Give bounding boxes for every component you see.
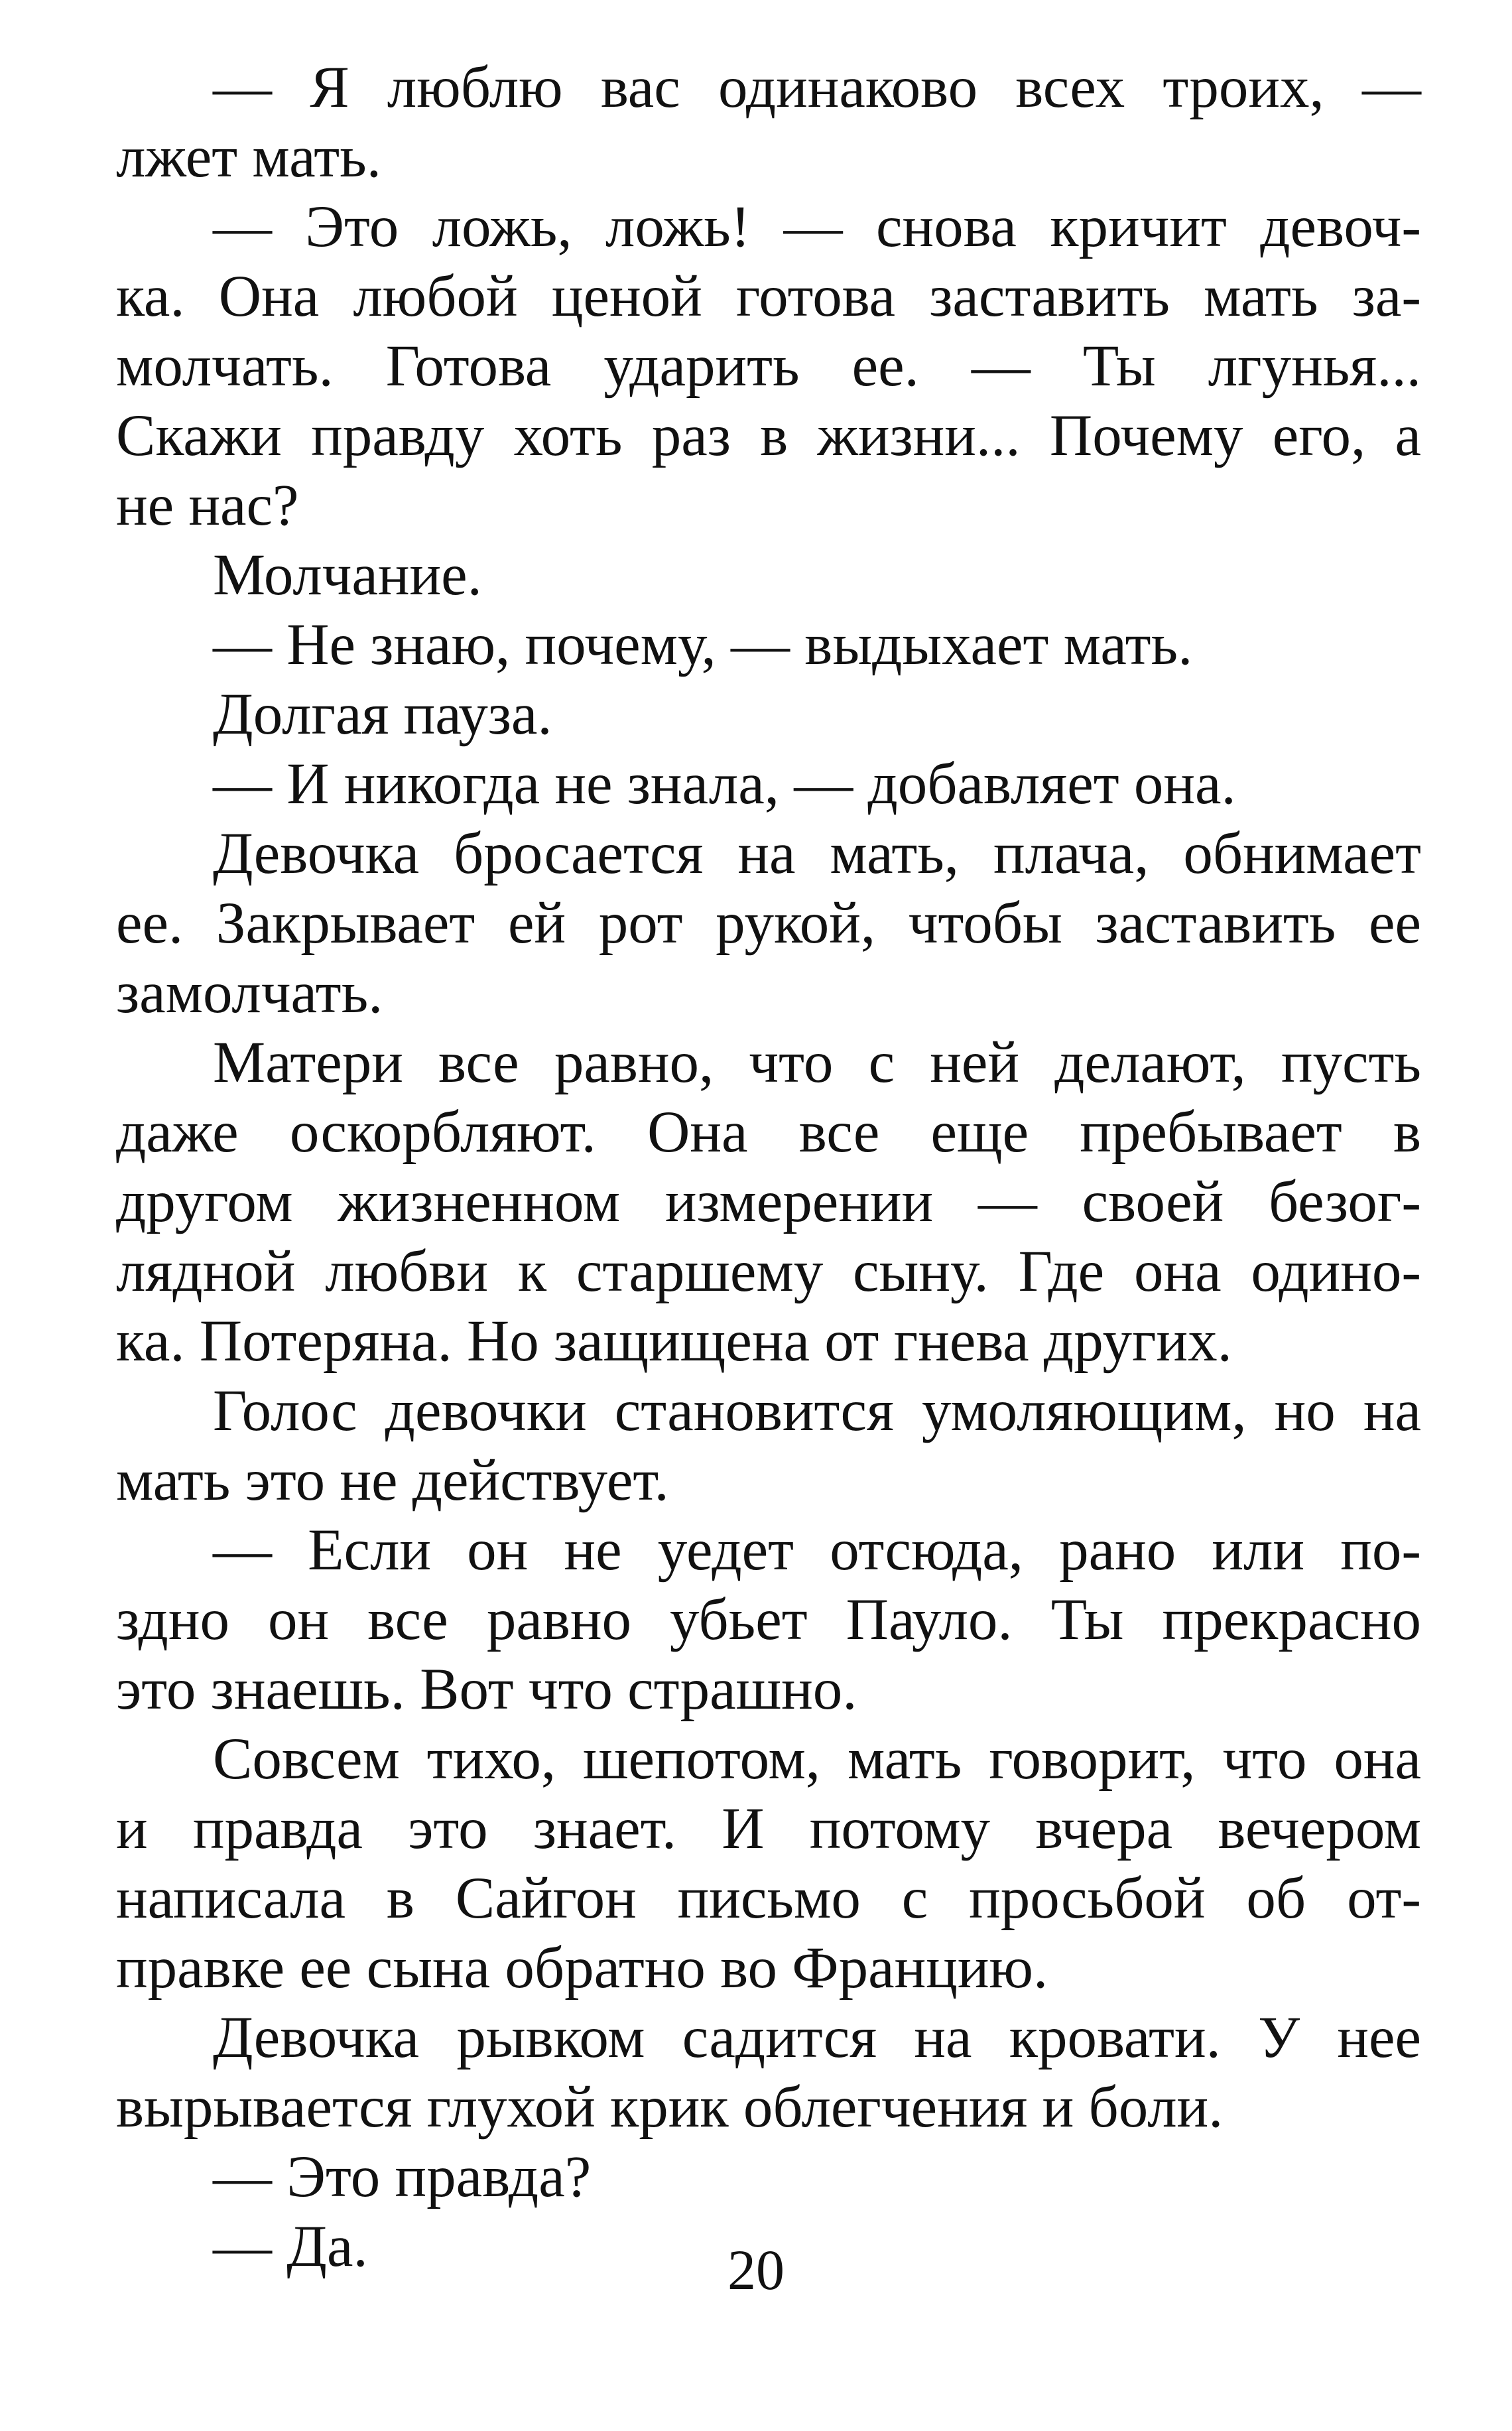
text-line: не нас? bbox=[116, 473, 299, 538]
text-line: мать это не действует. bbox=[116, 1448, 669, 1513]
text-line: Матери все равно, что с ней делают, пусть bbox=[213, 1030, 1421, 1095]
text-line: — Не знаю, почему, — выдыхает мать. bbox=[213, 612, 1193, 677]
page-number: 20 bbox=[727, 2238, 785, 2302]
paragraph bbox=[116, 1725, 1421, 2003]
text-line: здно он все равно убьет Пауло. Ты прекрасно bbox=[116, 1587, 1421, 1652]
text-line: ее. Закрывает ей рот рукой, чтобы заставить ее bbox=[116, 891, 1421, 956]
paragraph bbox=[116, 1376, 1421, 1516]
text-line: написала в Сайгон письмо с просьбой об от- bbox=[116, 1866, 1421, 1931]
text-line: ка. Она любой ценой готова заставить мать за- bbox=[116, 264, 1421, 329]
text-line: — Это правда? bbox=[213, 2144, 592, 2209]
text-line: Долгая пауза. bbox=[213, 682, 552, 747]
paragraph bbox=[116, 53, 1421, 192]
paragraph bbox=[116, 750, 1421, 819]
text-line: — Это ложь, ложь! — снова кричит девоч- bbox=[213, 194, 1421, 259]
page-body bbox=[116, 53, 1421, 2282]
text-line: Молчание. bbox=[213, 543, 482, 608]
paragraph bbox=[116, 610, 1421, 680]
text-line: Совсем тихо, шепотом, мать говорит, что она bbox=[213, 1727, 1421, 1792]
paragraph bbox=[116, 680, 1421, 750]
text-line: — Я люблю вас одинаково всех троих, — bbox=[213, 55, 1421, 120]
text-line: даже оскорбляют. Она все еще пребывает в bbox=[116, 1100, 1421, 1165]
text-line: молчать. Готова ударить ее. — Ты лгунья... bbox=[116, 334, 1421, 399]
text-line: и правда это знает. И потому вчера вечером bbox=[116, 1796, 1421, 1861]
paragraph bbox=[116, 819, 1421, 1028]
text-line: — И никогда не знала, — добавляет она. bbox=[213, 752, 1236, 817]
paragraph bbox=[116, 192, 1421, 541]
text-line: Девочка рывком садится на кровати. У нее bbox=[213, 2005, 1421, 2070]
paragraph bbox=[116, 2142, 1421, 2212]
paragraph bbox=[116, 1028, 1421, 1376]
text-line: Девочка бросается на мать, плача, обнимает bbox=[213, 821, 1421, 886]
text-line: лжет мать. bbox=[116, 125, 382, 190]
paragraph bbox=[116, 1516, 1421, 1725]
paragraph bbox=[116, 2003, 1421, 2142]
text-line: — Да. bbox=[213, 2214, 368, 2279]
text-line: это знаешь. Вот что страшно. bbox=[116, 1657, 857, 1722]
text-line: другом жизненном измерении — своей безог- bbox=[116, 1169, 1421, 1234]
text-line: лядной любви к старшему сыну. Где она одино- bbox=[116, 1239, 1421, 1304]
text-line: вырывается глухой крик облегчения и боли. bbox=[116, 2075, 1224, 2140]
text-line: Голос девочки становится умоляющим, но на bbox=[213, 1378, 1421, 1443]
text-line: Скажи правду хоть раз в жизни... Почему его, а bbox=[116, 403, 1421, 468]
text-line: ка. Потеряна. Но защищена от гнева других. bbox=[116, 1309, 1232, 1374]
text-line: — Если он не уедет отсюда, рано или по- bbox=[213, 1518, 1421, 1583]
text-line: правке ее сына обратно во Францию. bbox=[116, 1936, 1048, 2001]
paragraph bbox=[116, 541, 1421, 610]
text-line: замолчать. bbox=[116, 960, 383, 1025]
